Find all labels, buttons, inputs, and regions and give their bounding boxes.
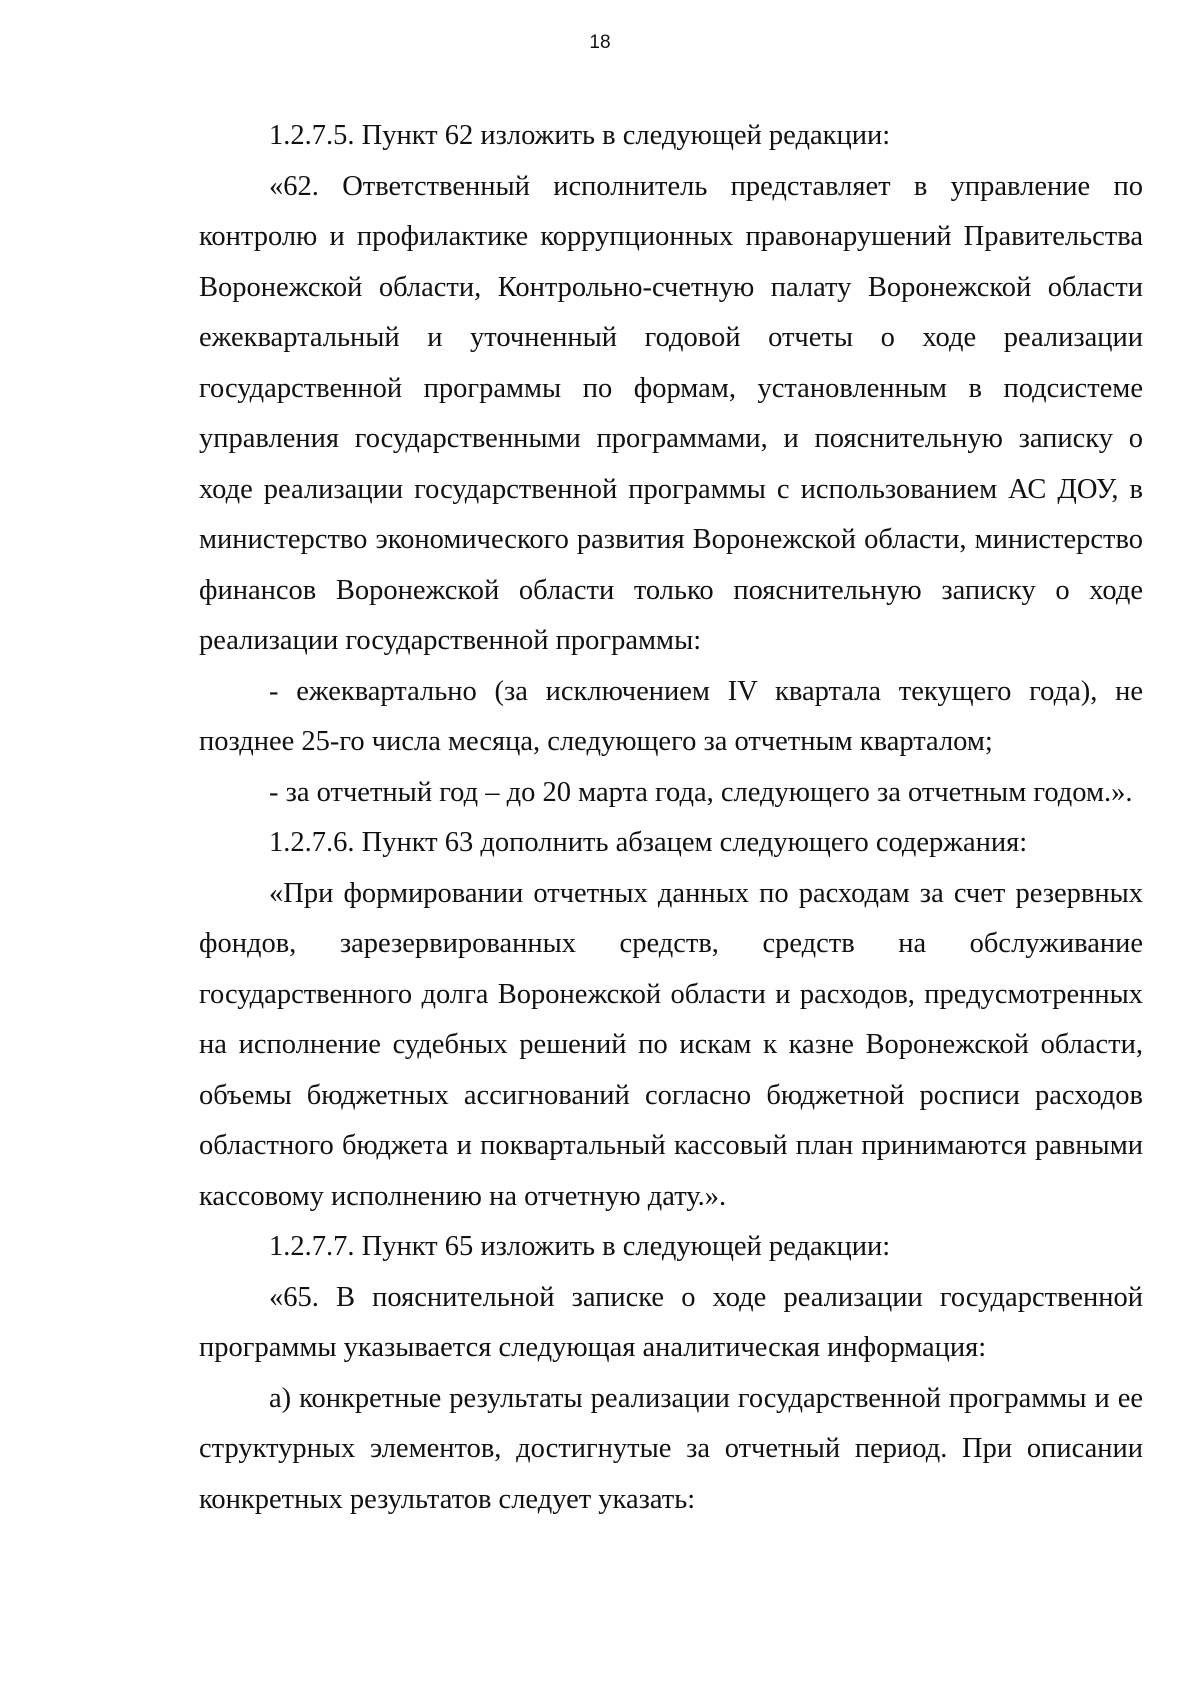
- document-body: [199, 111, 1143, 1525]
- paragraph-item-65: «65. В пояснительной записке о ходе реализации государственной программы указывается следующая аналитическая информация:: [199, 1281, 1143, 1363]
- paragraph-clause-1-2-7-6: 1.2.7.6. Пункт 63 дополнить абзацем следующего содержания:: [269, 827, 1028, 858]
- paragraph-clause-1-2-7-5: 1.2.7.5. Пункт 62 изложить в следующей редакции:: [269, 120, 891, 151]
- paragraph-annual-deadline: - за отчетный год – до 20 марта года, следующего за отчетным годом.».: [269, 776, 1133, 808]
- paragraph-item-65-a: а) конкретные результаты реализации государственной программы и ее структурных элементов, достигнутые за отчетный период. При описании конкретных результатов следует указать:: [199, 1382, 1143, 1515]
- page-number: 18: [589, 32, 611, 53]
- paragraph-quarterly-deadline: - ежеквартально (за исключением IV квартала текущего года), не позднее 25-го числа месяца, следующего за отчетным кварталом;: [199, 675, 1143, 757]
- paragraph-item-62: «62. Ответственный исполнитель представляет в управление по контролю и профилактике коррупционных правонарушений Правительства Воронежской области, Контрольно-счетную палату Воронежской области ежеквартальный и уточненный годовой отчеты о ходе реализации государственной программы по формам, установленным в подсистеме управления государственными программами, и пояснительную записку о ходе реализации государственной программы с использованием АС ДОУ, в министерство экономического развития Воронежской области, министерство финансов Воронежской области только пояснительную записку о ходе реализации государственной программы:: [199, 170, 1143, 656]
- paragraph-item-63-addition: «При формировании отчетных данных по расходам за счет резервных фондов, зарезервированных средств, средств на обслуживание государственного долга Воронежской области и расходов, предусмотренных на исполнение судебных решений по искам к казне Воронежской области, объемы бюджетных ассигнований согласно бюджетной росписи расходов областного бюджета и поквартальный кассовый план принимаются равными кассовому исполнению на отчетную дату.».: [199, 877, 1143, 1212]
- paragraph-clause-1-2-7-7: 1.2.7.7. Пункт 65 изложить в следующей редакции:: [269, 1231, 891, 1262]
